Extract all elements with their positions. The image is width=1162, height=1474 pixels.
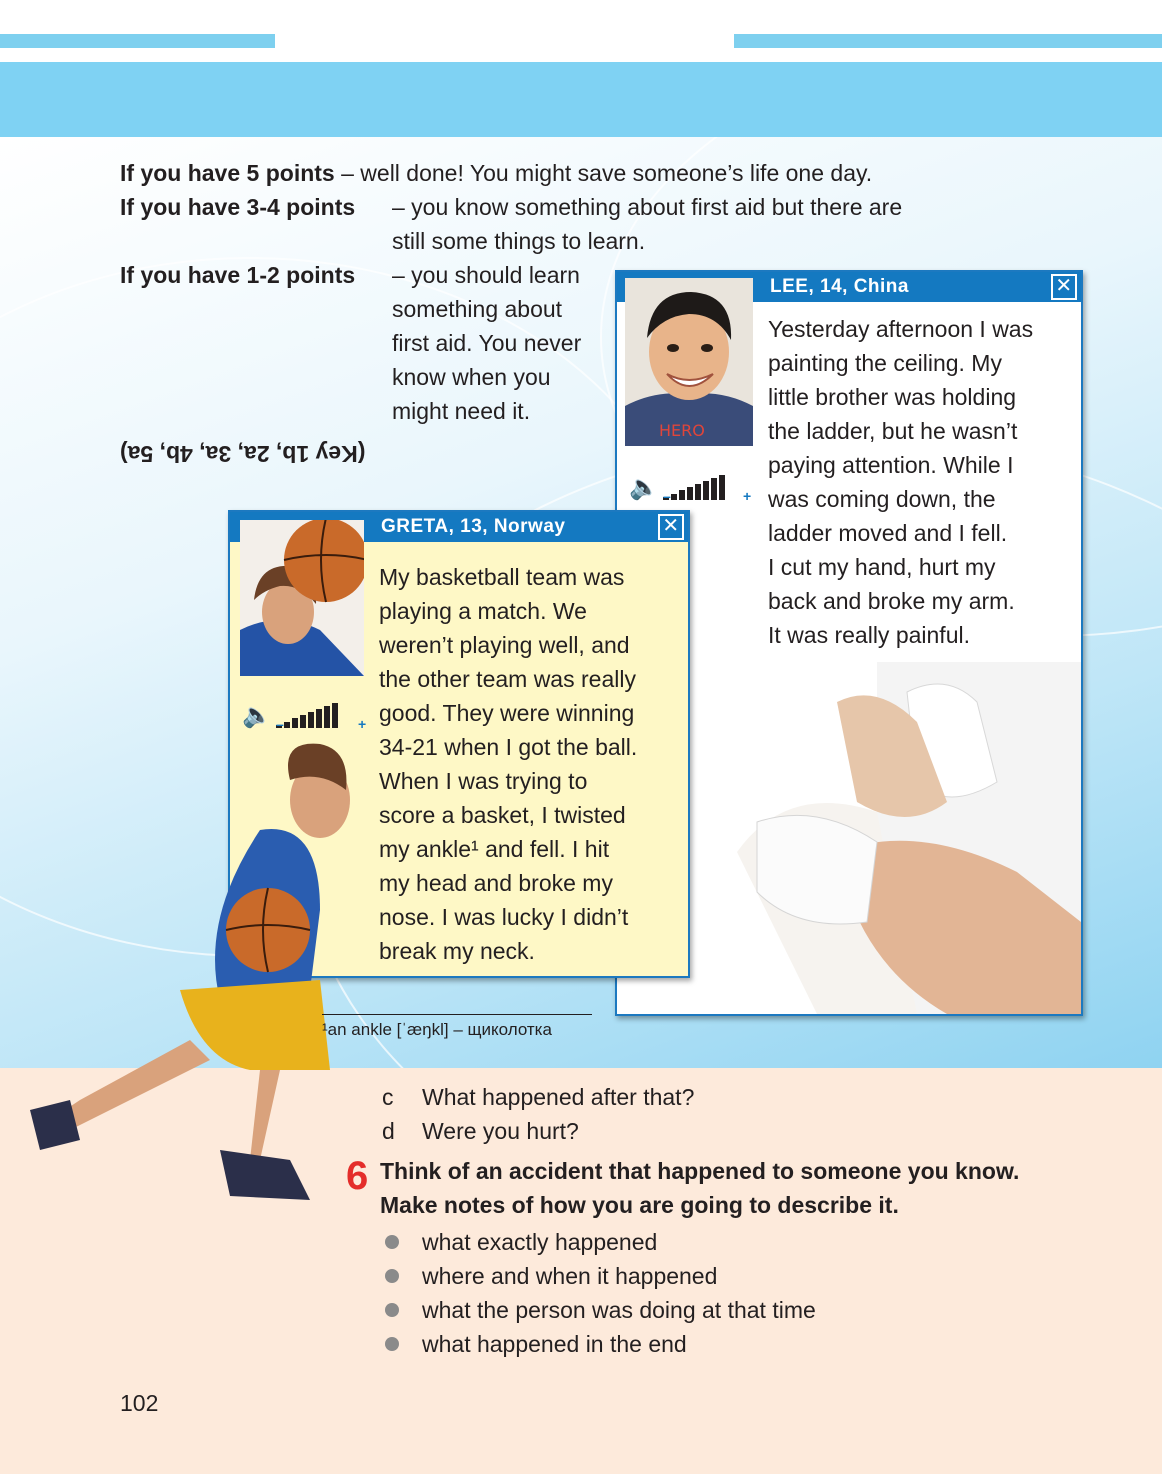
story-line: the other team was really [379,666,636,692]
question-text: What happened after that? [422,1084,695,1110]
volume-bar [300,715,306,728]
volume-bar [292,718,298,728]
story-line: the ladder, but he wasn’t [768,418,1018,444]
girl-basketball-portrait-icon [240,520,364,676]
task-instruction [380,1154,1019,1222]
story-line: nose. I was lucky I didn’t [379,904,629,930]
volume-bar [284,722,290,728]
volume-bar [711,478,717,500]
story-line: my ankle¹ and fell. I hit [379,836,610,862]
volume-bar [719,475,725,500]
bullet-text: what happened in the end [422,1331,687,1357]
volume-bar [332,703,338,728]
question-letter: d [382,1118,395,1144]
question-text: Were you hurt? [422,1118,579,1144]
greta-title: GRETA, 13, Norway [381,516,566,537]
page-number: 102 [120,1390,159,1416]
question-d [382,1114,882,1148]
header-band [0,62,1162,137]
task-bullet [385,1293,985,1327]
task-line: Make notes of how you are going to describe it. [380,1192,899,1218]
task-bullet [385,1327,985,1361]
score-text: – you should learn [392,262,580,288]
close-icon[interactable]: ✕ [658,514,684,540]
task-number: 6 [346,1154,369,1198]
bullet-icon [385,1337,399,1351]
bullet-icon [385,1269,399,1283]
lee-photo [625,278,753,446]
score-label: If you have 3-4 points [120,194,356,220]
lee-title: LEE, 14, China [770,276,909,297]
volume-bar [316,709,322,728]
bullet-text: what exactly happened [422,1229,658,1255]
volume-bar [679,490,685,500]
story-line: back and broke my arm. [768,588,1015,614]
story-line: playing a match. We [379,598,587,624]
bullet-icon [385,1235,399,1249]
task-bullet [385,1225,985,1259]
speaker-icon[interactable]: 🔈 [629,474,659,501]
story-line: Yesterday afternoon I was [768,316,1034,342]
footnote: ¹an ankle [ˈæŋkl] – щиколотка [322,1020,552,1039]
top-stripe-left [0,34,275,48]
score-text: something about [392,296,563,322]
svg-text:HERO: HERO [659,421,705,440]
volume-minus[interactable]: – [663,488,671,504]
score-text: still some things to learn. [392,228,646,254]
question-c [382,1080,882,1114]
lee-story [768,312,1078,652]
score-text: first aid. You never [392,330,582,356]
question-letter: c [382,1084,394,1110]
story-line: My basketball team was [379,564,625,590]
task-line: Think of an accident that happened to someone you know. [380,1158,1020,1184]
score-text: – you know something about first aid but there are [392,194,903,220]
bullet-text: what the person was doing at that time [422,1297,816,1323]
volume-plus[interactable]: + [358,716,367,732]
score-text: know when you [392,364,551,390]
volume-bar [308,712,314,728]
story-line: my head and broke my [379,870,613,896]
score-label: If you have 1-2 points [120,262,356,288]
bullet-icon [385,1303,399,1317]
footnote-divider [322,1014,592,1015]
story-line: good. They were winning [379,700,635,726]
score-5 [120,156,1020,190]
volume-plus[interactable]: + [743,488,752,504]
score-text: – well done! You might save someone’s life one day. [341,160,873,186]
story-line: score a basket, I twisted [379,802,626,828]
story-line: paying attention. While I [768,452,1014,478]
story-line: ladder moved and I fell. [768,520,1008,546]
volume-bar [324,706,330,728]
volume-minus[interactable]: – [276,716,284,732]
lee-volume-control[interactable] [629,460,752,504]
task-bullet [385,1259,985,1293]
greta-photo [240,520,364,676]
basketball-player-icon [20,740,350,1210]
close-icon[interactable]: ✕ [1051,274,1077,300]
story-line: 34-21 when I got the ball. [379,734,638,760]
story-line: It was really painful. [768,622,970,648]
volume-bar [695,484,701,500]
score-label: If you have 5 points [120,160,335,186]
volume-bar [687,487,693,500]
volume-bar [703,481,709,500]
boy-portrait-icon [625,278,753,446]
bullet-text: where and when it happened [422,1263,718,1289]
story-line: painting the ceiling. My [768,350,1002,376]
story-line: weren’t playing well, and [379,632,630,658]
story-line: little brother was holding [768,384,1017,410]
speaker-icon[interactable]: 🔈 [242,702,272,729]
greta-story [379,560,689,968]
story-line: break my neck. [379,938,535,964]
story-line: was coming down, the [768,486,996,512]
score-text: might need it. [392,398,531,424]
volume-bar [671,494,677,500]
answer-key: (Key 1b, 2a, 3a, 4b, 5a) [120,441,366,467]
greta-volume-control[interactable] [242,688,367,732]
top-stripe-right [734,34,1162,48]
score-3-4 [120,190,1020,258]
story-line: When I was trying to [379,768,588,794]
story-line: I cut my hand, hurt my [768,554,996,580]
